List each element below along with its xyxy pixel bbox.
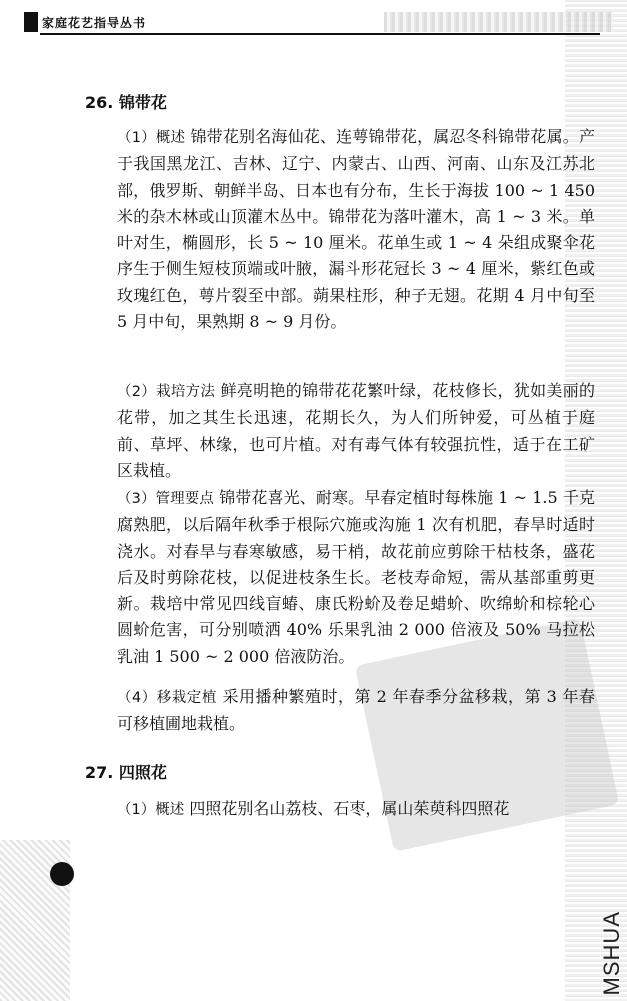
paragraph-text: 锦带花喜光、耐寒。早春定植时每株施 1 ~ 1.5 千克腐熟肥，以后隔年秋季于根际穴施或沟施 1 次有机肥，春旱时适时浇水。对春旱与春寒敏感，易干梢，故花前应剪除干枯枝条，盛花后及时剪除花枝，以促进枝条生长。老枝寿命短，需从基部重剪更新。栽培中常见四线盲蝽、康氏粉蚧及卷足蜡蚧、吹绵蚧和棕轮心圆蚧危害，可分别喷洒 40% 乐果乳油 2 000 倍液及 50% 马拉松乳油 1 500 ~ 2 000 倍液防治。 xyxy=(117,488,595,666)
paragraph-label: （2）栽培方法 xyxy=(117,384,216,400)
paragraph xyxy=(85,485,595,670)
paragraph xyxy=(85,796,595,823)
paragraph-text: 采用播种繁殖时，第 2 年春季分盆移栽，第 3 年春可移植圃地栽植。 xyxy=(117,687,595,734)
running-header xyxy=(24,10,604,36)
series-title: 家庭花艺指导丛书 xyxy=(42,16,147,30)
paragraph-text: 鲜亮明艳的锦带花花繁叶绿，花枝修长，犹如美丽的花带，加之其生长迅速，花期长久，为人们所钟爱，可丛植于庭前、草坪、林缘，也可片植。对有毒气体有较强抗性，适于在工矿区栽植。 xyxy=(117,381,595,480)
header-scan-noise xyxy=(384,12,614,32)
header-block-mark xyxy=(24,12,38,32)
site-watermark-text: MSHUA xyxy=(599,910,624,995)
paragraph-label: （4）移栽定植 xyxy=(117,690,217,706)
section-title: 27. 四照花 xyxy=(85,763,167,782)
section-title: 26. 锦带花 xyxy=(85,93,167,112)
binding-hole xyxy=(50,862,74,886)
paragraph-text: 四照花别名山荔枝、石枣，属山茱萸科四照花 xyxy=(189,799,510,818)
paragraph xyxy=(85,124,595,335)
paragraph-label: （1）概述 xyxy=(117,802,185,818)
paragraph-label: （1）概述 xyxy=(117,130,186,146)
header-rule xyxy=(40,33,600,35)
paragraph xyxy=(85,378,595,484)
paragraph-label: （3）管理要点 xyxy=(117,491,214,507)
paragraph xyxy=(85,684,595,738)
paragraph-text: 锦带花别名海仙花、连萼锦带花，属忍冬科锦带花属。产于我国黑龙江、吉林、辽宁、内蒙古、山西、河南、山东及江苏北部，俄罗斯、朝鲜半岛、日本也有分布，生长于海拔 100 ~ 1 450 米的杂木林或山顶灌木丛中。锦带花为落叶灌木，高 1 ~ 3 米。单叶对生，椭圆形，长 5 ~ 10 厘米。花单生或 1 ~ 4 朵组成聚伞花序生于侧生短枝顶端或叶腋，漏斗形花冠长 3 ~ 4 厘米，紫红色或玫瑰红色，萼片裂至中部。蒴果柱形，种子无翅。花期 4 月中旬至 5 月中旬，果熟期 8 ~ 9 月份。 xyxy=(117,127,595,332)
